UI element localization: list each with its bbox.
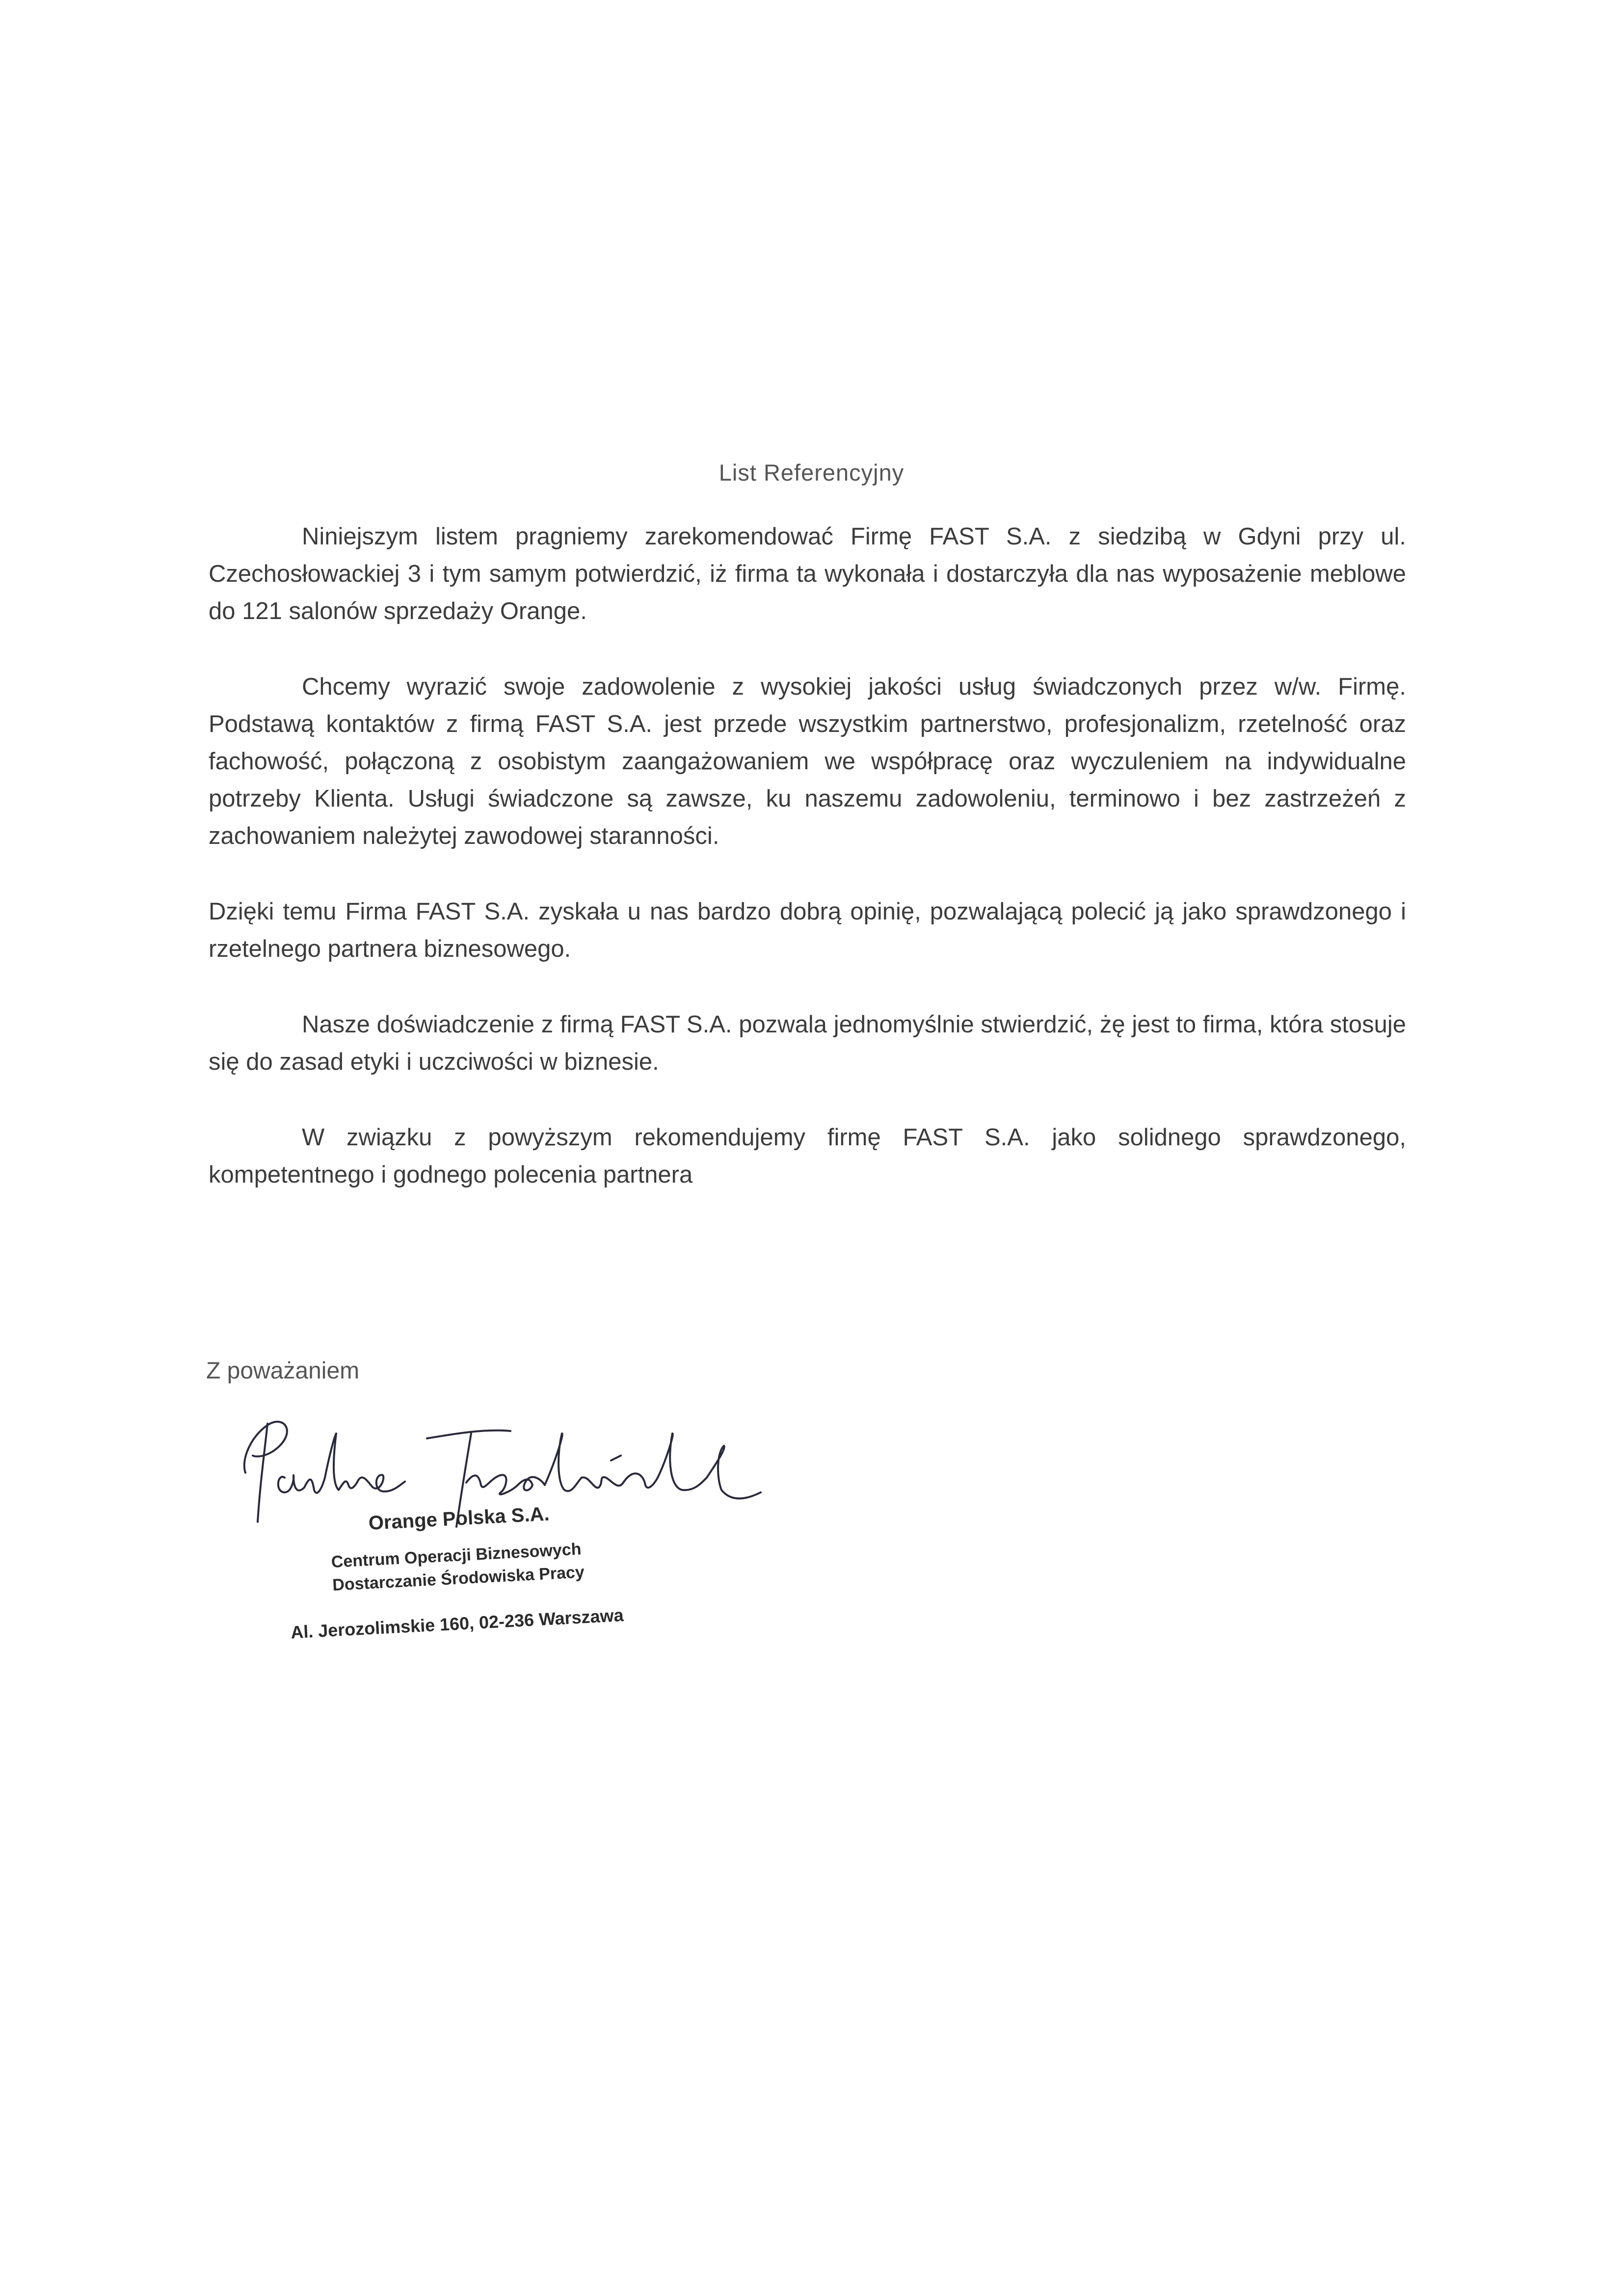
stamp-address: Al. Jerozolimskie 160, 02-236 Warszawa [290,1605,624,1643]
closing-salutation: Z poważaniem [206,1358,360,1384]
stamp-company-name: Orange Polska S.A. [368,1503,550,1535]
stamp-department-line1: Centrum Operacji Biznesowych [330,1540,582,1572]
letter-title: List Referencyjny [718,459,905,486]
paragraph-opinion: Dzięki temu Firma FAST S.A. zyskała u nas bardzo dobrą opinię, pozwalającą polecić ją jako sprawdzonego i rzetelnego partnera biznesowego. [209,898,1406,962]
paragraph-recommendation: W związku z powyższym rekomendujemy firmę FAST S.A. jako solidnego sprawdzonego, kompetentnego i godnego polecenia partnera [209,1124,1406,1188]
paragraph-satisfaction: Chcemy wyrazić swoje zadowolenie z wysokiej jakości usług świadczonych przez w/w. Firmę. Podstawą kontaktów z firmą FAST S.A. jest przede wszystkim partnerstwo, profesjonalizm, rzetelność oraz fachowość, połączoną z osobistym zaangażowaniem we współpracę oraz wyczuleniem na indywidualne potrzeby Klienta. Usługi świadczone są zawsze, ku naszemu zadowoleniu, terminowo i bez zastrzeżeń z zachowaniem należytej zawodowej staranności. [209,674,1406,849]
stamp-department-line2: Dostarczanie Środowiska Pracy [332,1563,585,1595]
company-stamp [285,1494,734,1674]
paragraph-intro: Niniejszym listem pragniemy zarekomendować Firmę FAST S.A. z siedzibą w Gdyni przy ul. Czechosłowackiej 3 i tym samym potwierdzić, iż firma ta wykonała i dostarczyła dla nas wyposażenie meblowe do 121 salonów sprzedaży Orange. [209,523,1406,624]
paragraph-experience: Nasze doświadczenie z firmą FAST S.A. pozwala jednomyślnie stwierdzić, żę jest to firma, która stosuje się do zasad etyki i uczciwości w biznesie. [209,1011,1406,1075]
letter-body [209,518,1406,1232]
